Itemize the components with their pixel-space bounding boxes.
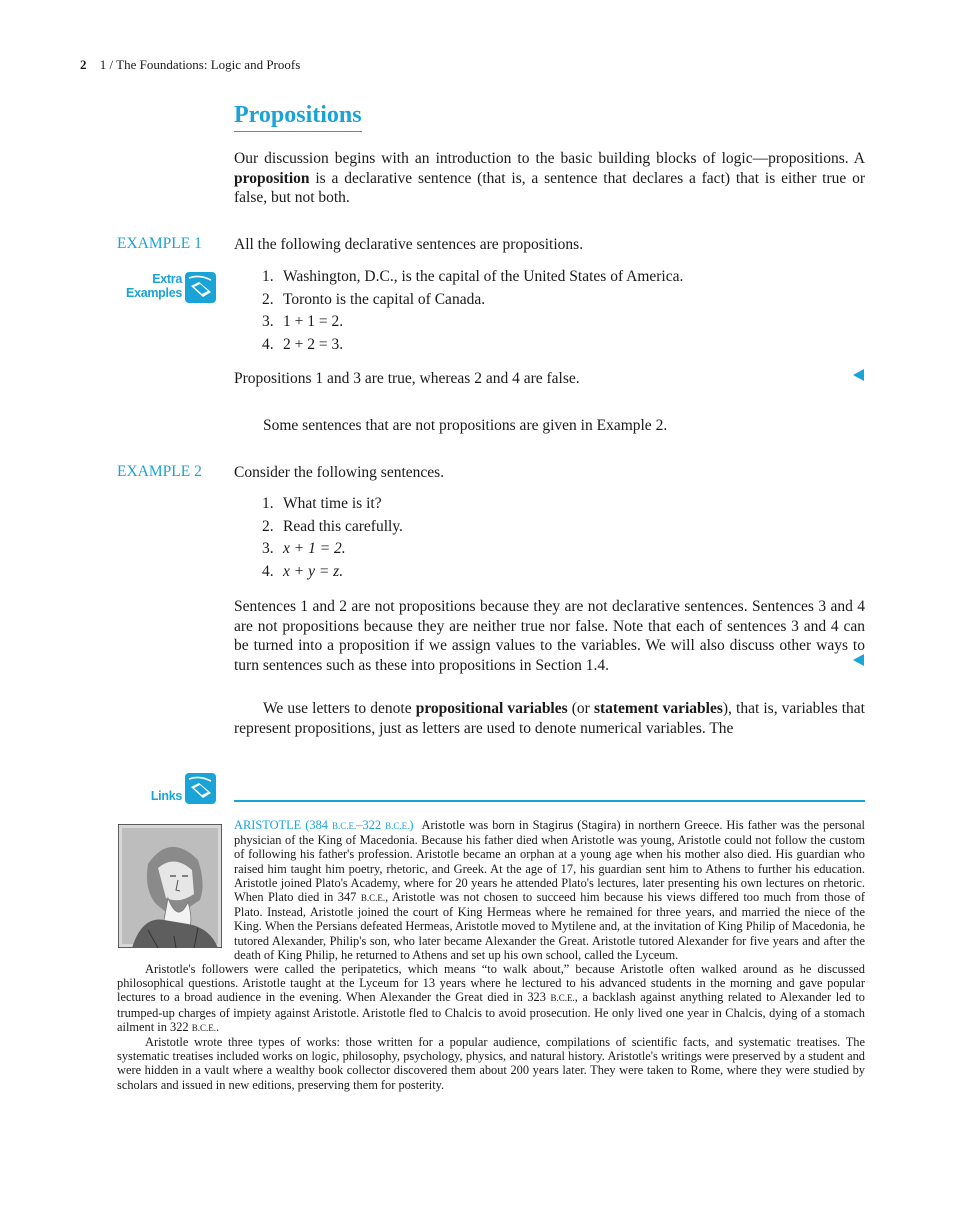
term-statement-variables: statement variables — [593, 700, 723, 717]
example-2-list — [262, 493, 403, 583]
list-item: 3. x + 1 = 2. — [262, 540, 346, 557]
example-2-label: EXAMPLE 2 — [117, 463, 202, 480]
bio-paragraph-2: Aristotle's followers were called the peripatetics, which means “to walk about,” because Aristotle often walked around as he discussed philosophical questions. Aristotle taught at the Lyceum for 13 years where he lectured to his advanced students in the morning and gave popular lectures to a broad audience in the evening. When Alexander the Great died in 323 B.C.E., a backlash against anything related to Alexander led to trumped-up charges of impiety against Aristotle. Aristotle fled to Chalcis to avoid prosecution. He only lived one year in Chalcis, dying of a stomach ailment in 322 B.C.E.. — [117, 962, 865, 1034]
extra-examples-icon[interactable] — [185, 272, 216, 303]
bio-heading: ARISTOTLE (384 B.C.E.–322 B.C.E.) — [234, 818, 414, 832]
list-item: 3. 1 + 1 = 2. — [262, 313, 344, 330]
list-item: 4. x + y = z. — [262, 562, 344, 580]
example-2-conclusion: Sentences 1 and 2 are not propositions because they are not declarative sentences. Sentences 3 and 4 are not propositions because they are neither true nor false. Note that each of sentences 3 and 4 can be turned into a proposition if we assign values to the variables. We will also discuss other ways to turn sentences such as these into propositions in Section 1.4. — [234, 598, 865, 674]
chapter-title: 1 / The Foundations: Logic and Proofs — [99, 57, 301, 72]
end-of-example-marker — [853, 654, 864, 666]
example-1-list — [262, 266, 683, 356]
running-head — [80, 57, 300, 73]
bio-paragraph-3: Aristotle wrote three types of works: those written for a popular audience, compilations of scientific facts, and systematic treatises. The systematic treatises included works on logic, philosophy, psychology, physics, and natural history. Aristotle's writings were preserved by a student and were hidden in a vault where a wealthy book collector discovered them about 200 years later. They were taken to Rome, where they were studied by scholars and issued in new editions, preserving them for posterity. — [117, 1035, 865, 1092]
transition-paragraph: Some sentences that are not propositions are given in Example 2. — [263, 417, 668, 434]
example-1-label: EXAMPLE 1 — [117, 235, 202, 252]
portrait-space — [117, 818, 234, 957]
section-title: Propositions — [234, 102, 362, 132]
bio-paragraph-1: ARISTOTLE (384 B.C.E.–322 B.C.E.) Aristotle was born in Stagirus (Stagira) in northern Greece. His father was the personal physician of the King of Macedonia. Because his father died when Aristotle was young, Aristotle could not follow the custom of following his father's profession. Aristotle became an orphan at a young age when his mother also died. His guardian who raised him taught him poetry, rhetoric, and Greek. At the age of 17, his guardian sent him to Athens to further his education. Aristotle joined Plato's Academy, where for 20 years he attended Plato's lectures, later presenting his own lectures on rhetoric. When Plato died in 347 B.C.E., Aristotle was not chosen to succeed him because his views differed too much from those of Plato. Instead, Aristotle joined the court of King Hermeas where he remained for three years, and married the niece of the King. When the Persians defeated Hermeas, Aristotle moved to Mytilene and, at the invitation of King Philip of Macedonia, he tutored Alexander, Philip's son, who later became Alexander the Great. Aristotle tutored Alexander for five years and after the death of King Philip, he returned to Athens and set up his own school, called the Lyceum. — [234, 818, 865, 962]
extra-examples-link[interactable] — [118, 272, 182, 300]
links-label: Links — [150, 789, 182, 803]
aristotle-biography — [117, 818, 865, 1092]
list-item: 4. 2 + 2 = 3. — [262, 335, 344, 353]
list-item: 2. Read this carefully. — [262, 517, 403, 535]
term-proposition: proposition — [234, 169, 310, 187]
variables-paragraph: We use letters to denote propositional variables (or statement variables), that is, variables that represent propositions, just as letters are used to denote numerical variables. The — [234, 700, 865, 737]
page-number: 2 — [80, 57, 87, 72]
end-of-example-marker — [853, 369, 864, 381]
example-1-conclusion: Propositions 1 and 3 are true, whereas 2 and 4 are false. — [234, 370, 580, 387]
example-2-lead: Consider the following sentences. — [234, 464, 445, 481]
links-link[interactable] — [140, 789, 182, 803]
list-item: 2. Toronto is the capital of Canada. — [262, 290, 486, 308]
extra-examples-label: Extra Examples — [126, 272, 182, 300]
list-item: 1. What time is it? — [262, 495, 382, 512]
intro-paragraph: Our discussion begins with an introduction to the basic building blocks of logic—propositions. A proposition is a declarative sentence (that is, a sentence that declares a fact) that is either true or false, but not both. — [234, 150, 865, 206]
term-propositional-variables: propositional variables — [415, 700, 568, 717]
links-icon[interactable] — [185, 773, 216, 804]
biography-divider — [234, 800, 865, 802]
example-1-lead: All the following declarative sentences are propositions. — [234, 236, 584, 253]
list-item: 1. Washington, D.C., is the capital of the United States of America. — [262, 268, 684, 285]
